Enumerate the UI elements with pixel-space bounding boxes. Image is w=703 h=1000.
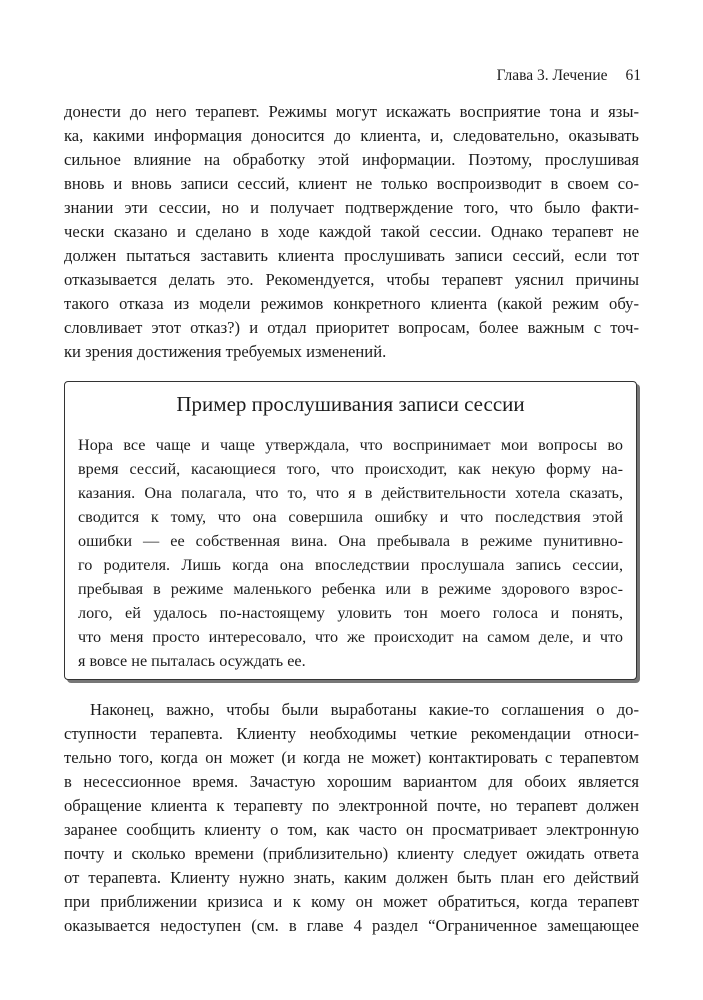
paragraph-1-line: вновь и вновь записи сессий, клиент не только воспроизводит в своем со- xyxy=(64,174,639,193)
example-box-body xyxy=(78,433,623,673)
example-box-line: казания. Она полагала, что то, что я в действительности хотела сказать, xyxy=(78,484,623,502)
paragraph-2-line: при приближении кризиса и к кому он может обратиться, когда терапевт xyxy=(64,892,639,911)
example-box-line: время сессий, касающиеся того, что происходит, как некую форму на- xyxy=(78,460,623,478)
paragraph-1-line: донести до него терапевт. Режимы могут искажать восприятие тона и язы- xyxy=(64,102,639,121)
example-box-line: что меня просто интересовало, что же происходит на самом деле, и что xyxy=(78,628,623,646)
paragraph-2-line: обращение клиента к терапевту по электронной почте, но терапевт должен xyxy=(64,796,639,815)
paragraph-2-line: оказывается недоступен (см. в главе 4 раздел “Ограниченное замещающее xyxy=(64,916,639,935)
example-box-line: я вовсе не пыталась осуждать ее. xyxy=(78,652,306,670)
paragraph-1-line: отказывается делать это. Рекомендуется, чтобы терапевт уяснил причины xyxy=(64,270,639,289)
paragraph-1-line: такого отказа из модели режимов конкретного клиента (какой режим обу- xyxy=(64,294,639,313)
example-box-line: пребывая в режиме маленького ребенка или в режиме здорового взрос- xyxy=(78,580,623,598)
paragraph-2-line: Наконец, важно, чтобы были выработаны какие-то соглашения о до- xyxy=(90,700,639,719)
page-number: 61 xyxy=(625,67,641,84)
example-box-line: Нора все чаще и чаще утверждала, что воспринимает мои вопросы во xyxy=(78,436,623,454)
running-head xyxy=(497,67,641,85)
paragraph-1-line: словливает этот отказ?) и отдал приоритет вопросам, более важным с точ- xyxy=(64,318,639,337)
paragraph-1-line: чески сказано и сделано в ходе каждой такой сессии. Однако терапевт не xyxy=(64,222,639,241)
paragraph-2-line: ступности терапевта. Клиенту необходимы четкие рекомендации относи- xyxy=(64,724,639,743)
example-box-line: лого, ей удалось по-настоящему уловить тон моего голоса и понять, xyxy=(78,604,623,622)
paragraph-2 xyxy=(64,698,639,938)
paragraph-1-line: ка, какими информация доносится до клиента, и, следовательно, оказывать xyxy=(64,126,639,145)
paragraph-2-line: в несессионное время. Зачастую хорошим вариантом для обоих является xyxy=(64,772,639,791)
example-box-line: го родителя. Лишь когда она впоследствии прослушала запись сессии, xyxy=(78,556,623,574)
paragraph-2-line: заранее сообщить клиенту о том, как часто он просматривает электронную xyxy=(64,820,639,839)
paragraph-1-line: сильное влияние на обработку этой информации. Поэтому, прослушивая xyxy=(64,150,639,169)
paragraph-1 xyxy=(64,100,639,364)
chapter-title: Глава 3. Лечение xyxy=(496,67,608,84)
paragraph-1-line: знании эти сессии, но и получает подтверждение того, что было факти- xyxy=(64,198,639,217)
example-box-line: ошибки — ее собственная вина. Она пребывала в режиме пунитивно- xyxy=(78,532,623,550)
paragraph-2-line: от терапевта. Клиенту нужно знать, каким должен быть план его действий xyxy=(64,868,639,887)
example-box-title: Пример прослушивания записи сессии xyxy=(176,392,525,416)
example-box-line: сводится к тому, что она совершила ошибку и что последствия этой xyxy=(78,508,623,526)
paragraph-1-line: должен пытаться заставить клиента прослушивать записи сессий, если тот xyxy=(64,246,639,265)
example-box xyxy=(64,381,637,680)
paragraph-1-line: ки зрения достижения требуемых изменений. xyxy=(64,342,387,361)
paragraph-2-line: тельно того, когда он может (и когда не может) контактировать с терапевтом xyxy=(64,748,639,767)
paragraph-2-line: почту и сколько времени (приблизительно) клиенту следует ожидать ответа xyxy=(64,844,639,863)
